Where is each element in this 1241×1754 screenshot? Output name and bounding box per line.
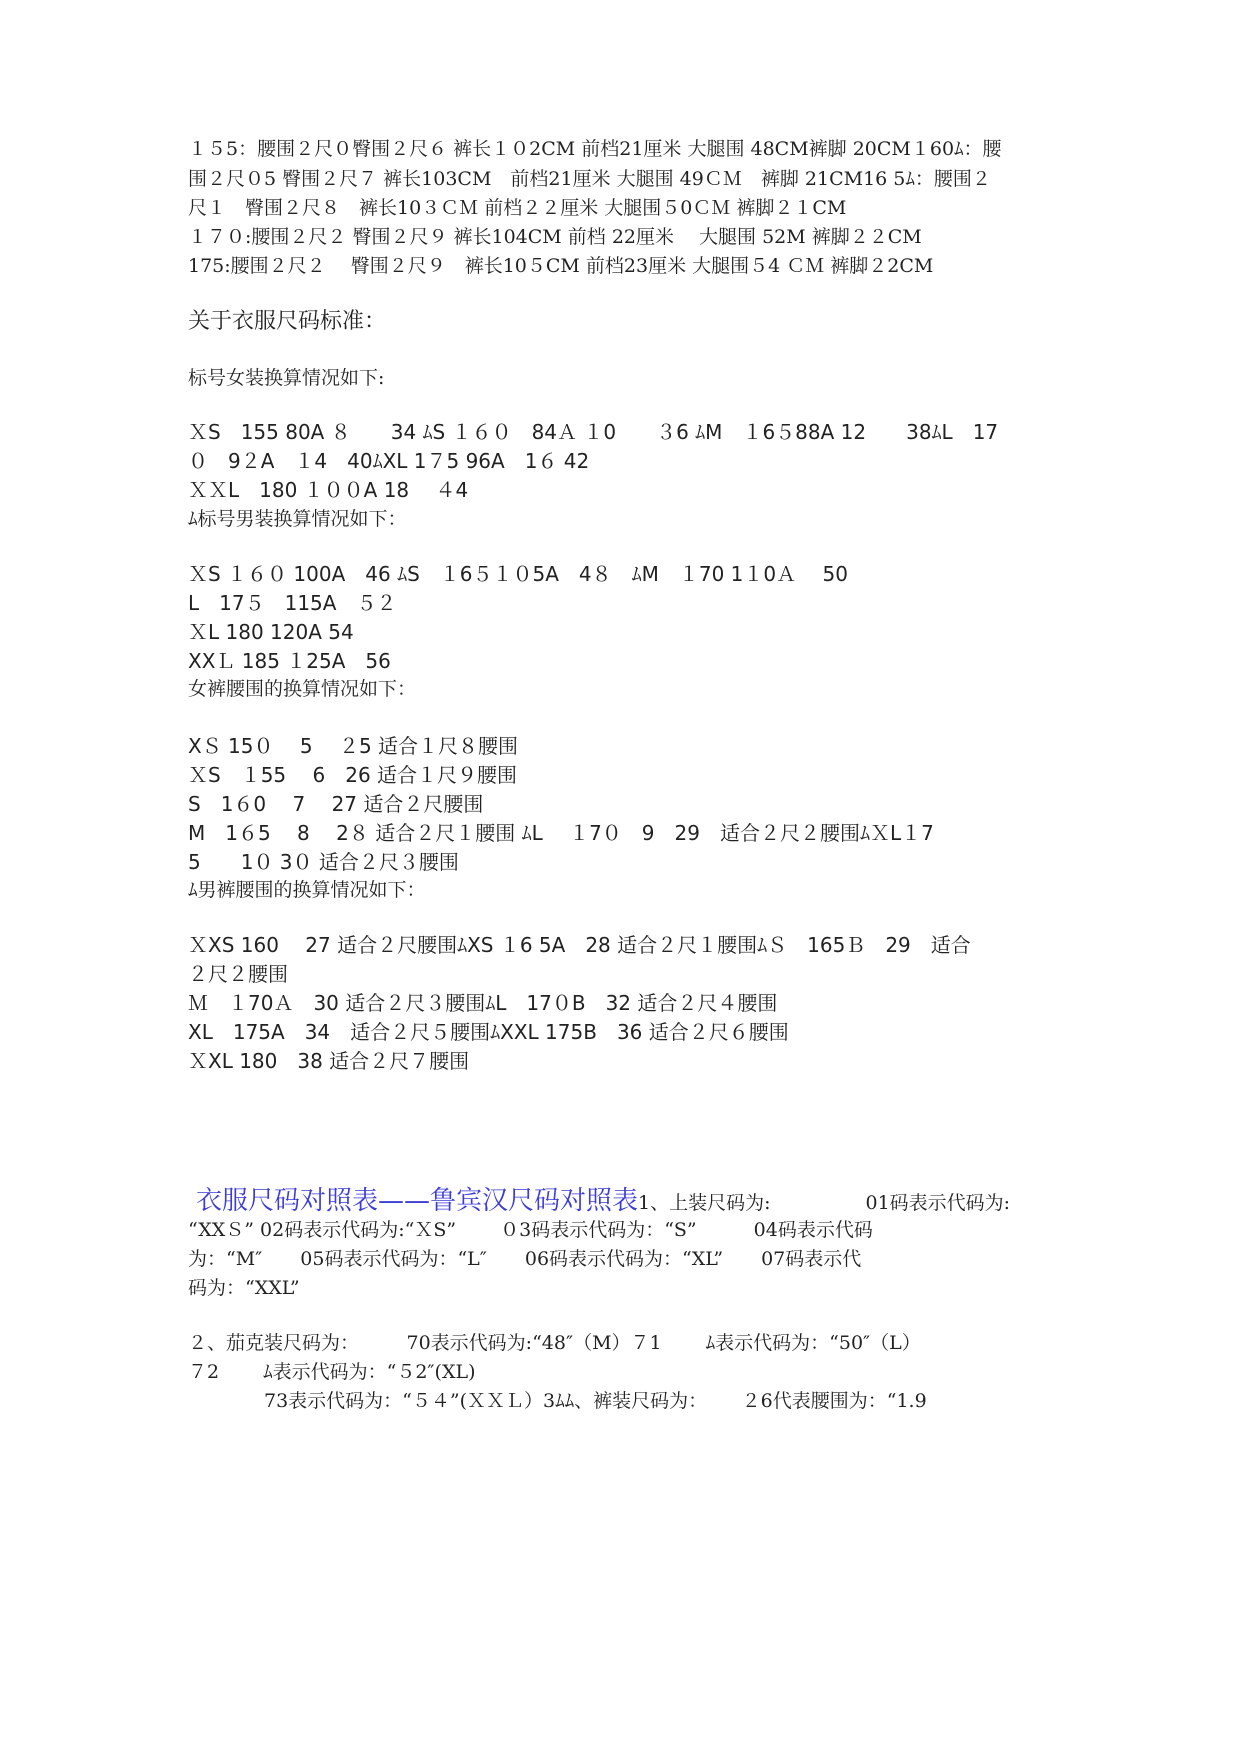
men-size-line-2: L 17５ 115A ５２: [188, 591, 397, 615]
trouser-size-line-1: １５5：腰围２尺０臀围２尺６ 裤长１０2CM 前档21厘米 大腿围 48CM裤脚 20CM１60ﾑ：腰: [188, 138, 1002, 160]
men-size-line-4: XXＬ 185 １25A 56: [188, 649, 391, 673]
women-waist-line-3: S 1６0 7 27 适合２尺腰围: [188, 792, 484, 816]
jacket-size-line-3: 73表示代码为：“５４”(ＸＸＬ）3ﾑﾑ、裤装尺码为： ２6代表腰围为：“1.9: [188, 1390, 927, 1412]
men-waist-line-2: ２尺２腰围: [188, 962, 288, 986]
jacket-size-line-2: ７2 ﾑ表示代码为：“５2″(XL): [188, 1361, 476, 1383]
women-sizes-intro: 标号女装换算情况如下:: [188, 367, 385, 389]
men-waist-intro: ﾑ男裤腰围的换算情况如下：: [188, 879, 426, 901]
women-size-line-2: ０ 9２A １4 40ﾑXL 1７5 96A 1６ 42: [188, 449, 590, 473]
men-size-line-3: ＸL 180 120A 54: [188, 620, 354, 644]
women-waist-line-1: XＳ 15０ 5 ２5 适合１尺８腰围: [188, 734, 519, 758]
men-waist-line-4: XL 175A 34 适合２尺５腰围ﾑXXL 175B 36 适合２尺６腰围: [188, 1020, 789, 1044]
women-waist-line-4: M 1６5 8 2８ 适合２尺１腰围 ﾑL １7０ 9 29 适合２尺２腰围ﾑＸL１7: [188, 821, 934, 845]
men-size-line-1: ＸS １６０ 100A 46 ﾑS １6５１０5A 4８ ﾑM １70 1１0Ａ 50: [188, 562, 848, 586]
trouser-size-line-2: 围２尺０5 臀围２尺７ 裤长103CM 前档21厘米 大腿围 49ＣＭ 裤脚 21CM16 5ﾑ：腰围２: [188, 168, 991, 190]
women-size-line-1: ＸS 155 80A ８ 34 ﾑS １６０ 84Ａ １0 ３6 ﾑM １6５88A 12 38ﾑL 17: [188, 420, 999, 444]
women-waist-line-2: ＸS １55 6 26 适合１尺９腰围: [188, 763, 518, 787]
jacket-size-line-1: ２、茄克装尺码为： 70表示代码为:“48″（M）７1 ﾑ表示代码为：“50″（L）: [188, 1332, 921, 1354]
top-size-line-3: 码为：“XXL”: [188, 1277, 300, 1299]
men-waist-line-1: ＸXS 160 27 适合２尺腰围ﾑXS １6 5A 28 适合２尺１腰围ﾑＳ 165Ｂ 29 适合: [188, 933, 971, 957]
lubinhan-title-row: [188, 1172, 1010, 1214]
trouser-size-line-5: 175:腰围２尺２ 臀围２尺９ 裤长10５CM 前档23厘米 大腿围５4 ＣＭ 裤脚２2CM: [188, 255, 934, 277]
trouser-size-line-4: １７０:腰围２尺２ 臀围２尺９ 裤长104CM 前档 22厘米 大腿围 52M 裤脚２２CM: [188, 226, 922, 248]
women-waist-intro: 女裤腰围的换算情况如下：: [188, 678, 417, 700]
men-waist-line-3: Ｍ １70Ａ 30 适合２尺３腰围ﾑL 17０B 32 适合２尺４腰围: [188, 991, 778, 1015]
lubinhan-title: 衣服尺码对照表——鲁宾汉尺码对照表: [196, 1186, 639, 1216]
top-size-line-2: 为：“M″ 05码表示代码为：“L″ 06码表示代码为：“XL” 07码表示代: [188, 1248, 862, 1270]
section-heading: 关于衣服尺码标准：: [188, 309, 387, 334]
top-size-line-1: “XXＳ” 02码表示代码为:“ＸS” ０3码表示代码为：“S” 04码表示代码: [188, 1219, 873, 1241]
men-sizes-intro: ﾑ标号男装换算情况如下：: [188, 508, 407, 530]
women-waist-line-5: 5 1０ 3０ 适合２尺３腰围: [188, 850, 459, 874]
trouser-size-line-3: 尺１ 臀围２尺８ 裤长10３ＣＭ 前档２２厘米 大腿围５0ＣＭ 裤脚２１CM: [188, 197, 847, 219]
women-size-line-3: ＸＸL 180 １００A 18 ４4: [188, 478, 469, 502]
men-waist-line-5: ＸXL 180 38 适合２尺７腰围: [188, 1049, 470, 1073]
top-size-intro: 1、上装尺码为: 01码表示代码为:: [638, 1192, 1011, 1214]
